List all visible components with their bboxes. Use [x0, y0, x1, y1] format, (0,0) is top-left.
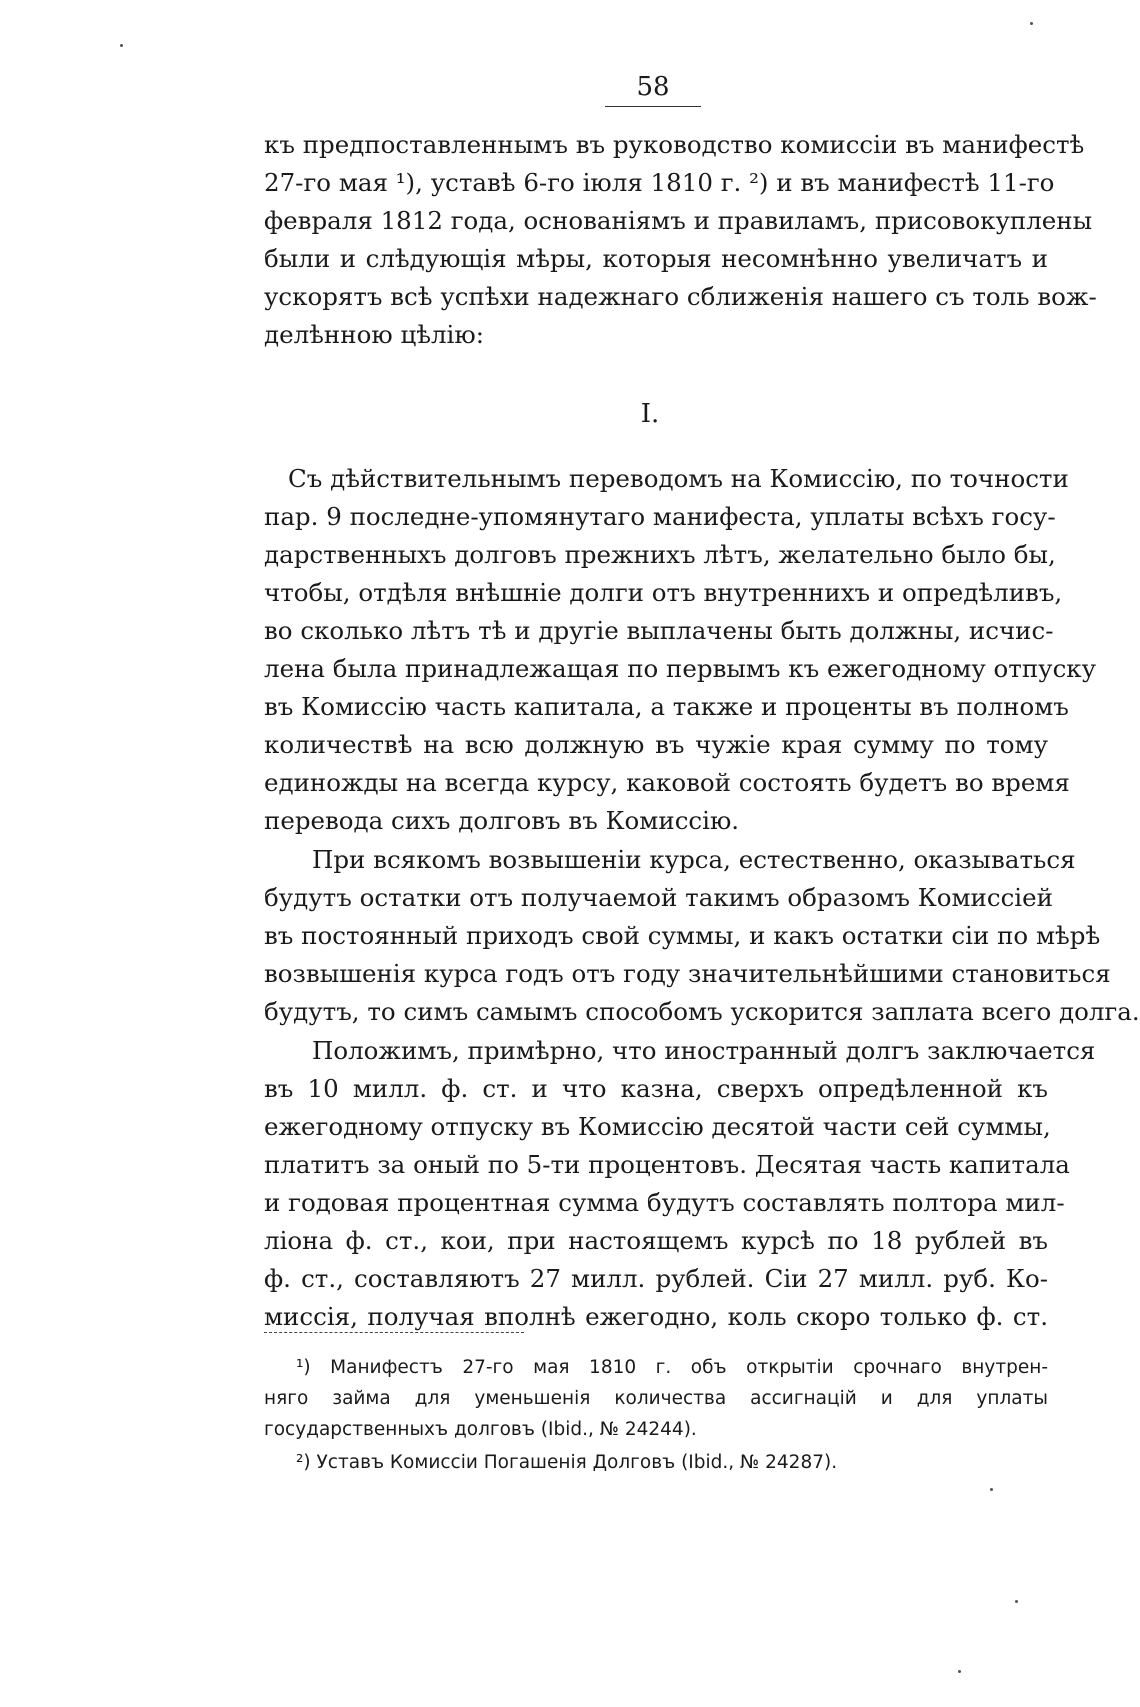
para3-line-5: и годовая процентная сумма будутъ составлять полтора мил- — [264, 1188, 1065, 1217]
para3-line-3: ежегодному отпуску въ Комиссію десятой части сей суммы, — [264, 1112, 1051, 1141]
para1-line-1: Съ дѣйствительнымъ переводомъ на Комиссію, по точности — [288, 464, 1069, 493]
para2-line-2: будутъ остатки отъ получаемой такимъ образомъ Комиссіей — [264, 883, 1053, 912]
para2-line-3: въ постоянный приходъ свой суммы, и какъ остатки сіи по мѣрѣ — [264, 921, 1101, 950]
para3-line-6: ліона ф. ст., кои, при настоящемъ курсѣ по 18 рублей въ — [264, 1226, 1048, 1255]
page-number-rule — [605, 106, 701, 107]
para2-line-4: возвышенія курса годъ отъ году значительнѣйшими становиться — [264, 959, 1111, 988]
page-number: 58 — [636, 72, 670, 102]
intro-line-2: 27-го мая ¹), уставѣ 6-го іюля 1810 г. ²) и въ манифестѣ 11-го — [264, 168, 1055, 197]
para3-line-8: миссія, получая вполнѣ ежегодно, коль скоро только ф. ст. — [264, 1302, 1048, 1331]
footnote-rule — [264, 1332, 524, 1333]
para2-line-5: будутъ, то симъ самымъ способомъ ускорится заплата всего долга. — [264, 997, 1140, 1026]
para1-line-4: чтобы, отдѣля внѣшніе долги отъ внутреннихъ и опредѣливъ, — [264, 578, 1063, 607]
para1-line-3: дарственныхъ долговъ прежнихъ лѣтъ, желательно было бы, — [264, 540, 1056, 569]
scan-speck — [1015, 1600, 1018, 1603]
footnote-2: ²) Уставъ Комиссіи Погашенія Долговъ (Ibid., № 24287). — [296, 1452, 838, 1473]
intro-line-4: были и слѣдующія мѣры, которыя несомнѣнно увеличатъ и — [264, 244, 1048, 273]
para1-line-8: количествѣ на всю должную въ чужіе края сумму по тому — [264, 730, 1048, 759]
para1-line-6: лена была принадлежащая по первымъ къ ежегодному отпуску — [264, 654, 1097, 683]
para1-line-2: пар. 9 последне-упомянутаго манифеста, уплаты всѣхъ госу- — [264, 502, 1056, 531]
intro-line-3: февраля 1812 года, основаніямъ и правиламъ, присовокуплены — [264, 206, 1093, 235]
para1-line-10: перевода сихъ долговъ въ Комиссію. — [264, 806, 740, 835]
intro-line-6: делѣнною цѣлію: — [264, 320, 484, 349]
scan-speck — [958, 1670, 961, 1673]
footnote-1-line-3: государственныхъ долговъ (Ibid., № 24244). — [264, 1419, 697, 1440]
scan-speck — [990, 1488, 993, 1491]
para1-line-7: въ Комиссію часть капитала, а также и проценты въ полномъ — [264, 692, 1069, 721]
section-heading: I. — [640, 399, 660, 429]
intro-line-1: къ предпоставленнымъ въ руководство комиссіи въ манифестѣ — [264, 130, 1085, 159]
intro-line-5: ускорятъ всѣ успѣхи надежнаго сближенія нашего съ толь вож- — [264, 282, 1097, 311]
footnote-1-line-2: няго займа для уменьшенія количества ассигнацій и для уплаты — [264, 1388, 1048, 1409]
para3-line-1: Положимъ, примѣрно, что иностранный долгъ заключается — [312, 1036, 1096, 1065]
para3-line-2: въ 10 милл. ф. ст. и что казна, сверхъ опредѣленной къ — [264, 1074, 1048, 1103]
para1-line-9: единожды на всегда курсу, каковой состоять будетъ во время — [264, 768, 1070, 797]
para3-line-7: ф. ст., составляютъ 27 милл. рублей. Сіи 27 милл. руб. Ко- — [264, 1264, 1048, 1293]
scan-speck — [1030, 22, 1033, 25]
footnote-1-line-1: ¹) Манифестъ 27-го мая 1810 г. объ открытіи срочнаго внутрен- — [296, 1357, 1048, 1378]
scan-speck — [120, 44, 123, 47]
para1-line-5: во сколько лѣтъ тѣ и другіе выплачены быть должны, исчис- — [264, 616, 1054, 645]
para2-line-1: При всякомъ возвышеніи курса, естественно, оказываться — [312, 845, 1076, 874]
para3-line-4: платитъ за оный по 5-ти процентовъ. Десятая часть капитала — [264, 1150, 1070, 1179]
